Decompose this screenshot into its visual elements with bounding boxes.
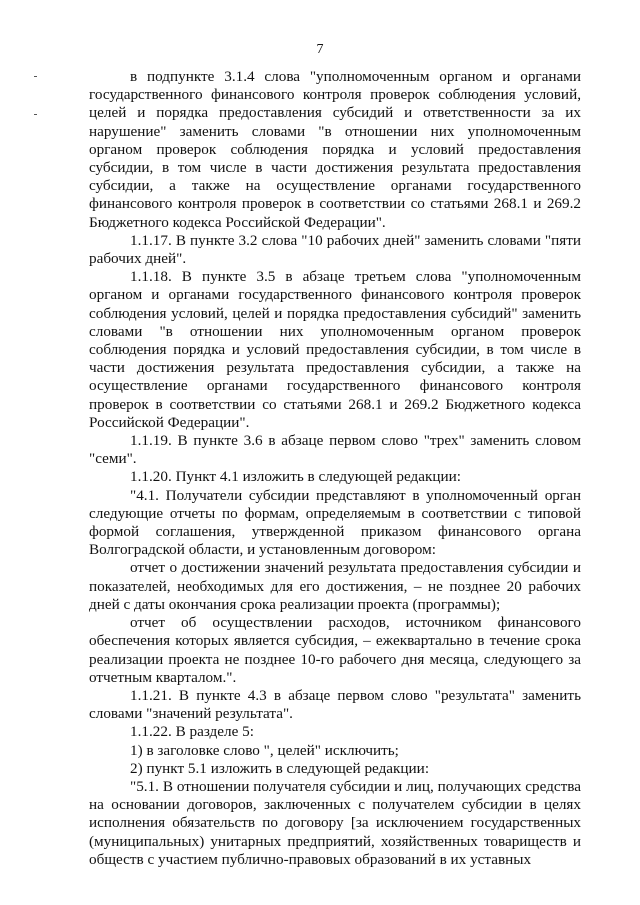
paragraph: "4.1. Получатели субсидии представляют в уполномоченный орган следующие отчеты по формам, определяемым в соответствии с типовой формой соглашения, утвержденной приказом финансового органа Волгоградской области, и установленным договором:: [89, 486, 581, 559]
paragraph: 1.1.21. В пункте 4.3 в абзаце первом слово "результата" заменить словами "значений результата".: [89, 686, 581, 723]
paragraph: 1.1.17. В пункте 3.2 слова "10 рабочих дней" заменить словами "пяти рабочих дней".: [89, 231, 581, 268]
paragraph: в подпункте 3.1.4 слова "уполномоченным органом и органами государственного финансового контроля проверок соблюдения условий, целей и порядка предоставления субсидий и ответственности за их нарушение" заменить словами "в отношении них уполномоченным органом проверок соблюдения порядка и условий предоставления субсидии, в том числе в части достижения результата предоставления субсидии, а также на осуществление органами государственного финансового контроля проверок в соответствии со статьями 268.1 и 269.2 Бюджетного кодекса Российской Федерации".: [89, 68, 581, 231]
document-body: [89, 68, 581, 869]
margin-mark: [34, 114, 37, 115]
paragraph: "5.1. В отношении получателя субсидии и лиц, получающих средства на основании договоров, заключенных с получателем субсидии в целях исполнения обязательств по договору [за исключением государственных (муниципальных) унитарных предприятий, хозяйственных товариществ и обществ с участием публично-правовых образований в их уставных: [89, 777, 581, 868]
paragraph: 1.1.18. В пункте 3.5 в абзаце третьем слова "уполномоченным органом и органами государственного финансового контроля проверок соблюдения условий, целей и порядка предоставления субсидий" заменить словами "в отношении них уполномоченным органом проверок соблюдения порядка и условий предоставления субсидии, в том числе в части достижения результата предоставления субсидии, а также на осуществление органами государственного финансового контроля проверок в соответствии со статьями 268.1 и 269.2 Бюджетного кодекса Российской Федерации".: [89, 268, 581, 431]
paragraph: 1.1.19. В пункте 3.6 в абзаце первом слово "трех" заменить словом "семи".: [89, 432, 581, 468]
paragraph: отчет о достижении значений результата предоставления субсидии и показателей, необходимых для его достижения, – не позднее 20 рабочих дней с даты окончания срока реализации проекта (программы);: [89, 559, 581, 613]
paragraph: 1.1.20. Пункт 4.1 изложить в следующей редакции:: [130, 468, 461, 486]
margin-mark: [34, 76, 37, 77]
paragraph: 1.1.22. В разделе 5:: [130, 723, 254, 741]
paragraph: 2) пункт 5.1 изложить в следующей редакции:: [130, 759, 430, 777]
paragraph: 1) в заголовке слово ", целей" исключить;: [130, 741, 399, 759]
paragraph: отчет об осуществлении расходов, источником финансового обеспечения которых является субсидия, – ежеквартально в течение срока реализации проекта не позднее 10-го рабочего дня месяца, следующего за отчетным кварталом.".: [89, 614, 581, 686]
page-number: 7: [316, 42, 324, 57]
